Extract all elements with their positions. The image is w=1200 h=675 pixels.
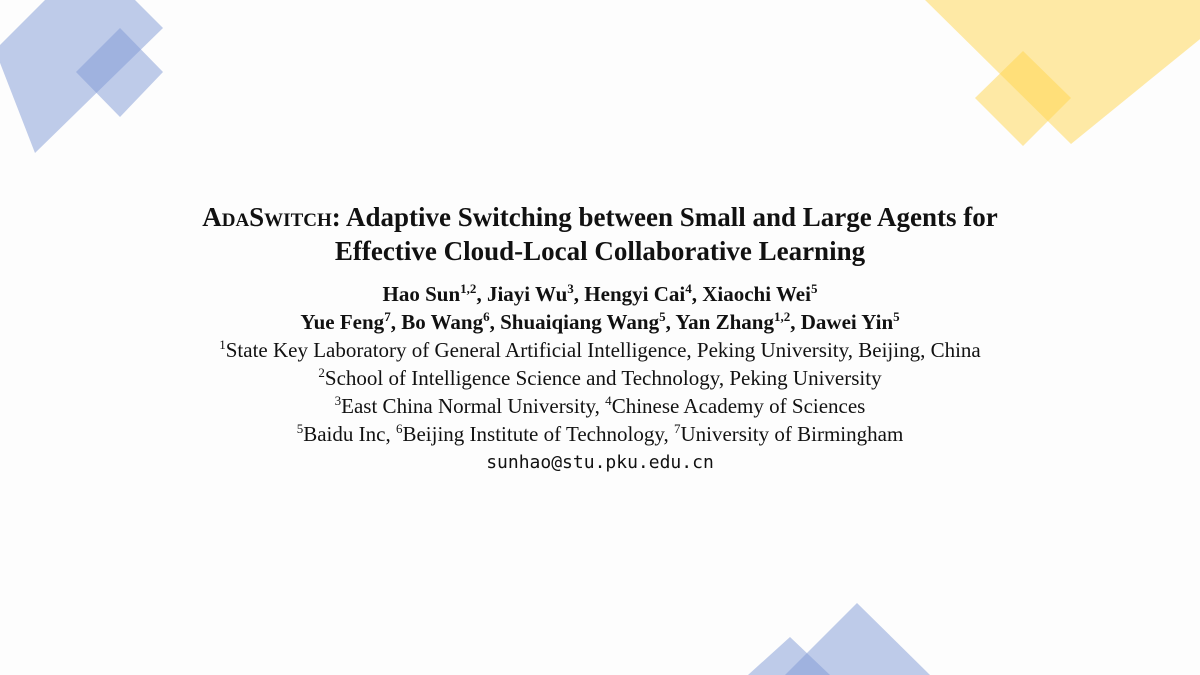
top-right-diamonds (920, 0, 1200, 146)
author-name: Bo Wang (401, 310, 484, 334)
author-affiliation-marker: 7 (384, 309, 391, 325)
title-line-1 (0, 200, 1200, 234)
author-name: Shuaiqiang Wang (500, 310, 660, 334)
affiliation-number: 1 (219, 337, 226, 353)
affiliation-text: Beijing Institute of Technology, (402, 422, 674, 446)
author-name: Dawei Yin (800, 310, 894, 334)
author-affiliation-marker: 1,2 (460, 281, 477, 297)
affiliation-number: 6 (395, 421, 403, 437)
author-affiliation-marker: 3 (567, 281, 574, 297)
yellow-diamond-small (975, 51, 1071, 146)
author-row (0, 280, 1200, 308)
affiliation-row (0, 392, 1200, 420)
title-line-2: Effective Cloud-Local Collaborative Learning (334, 236, 866, 266)
top-left-diamonds (0, 0, 163, 153)
affiliation-text: Chinese Academy of Sciences (611, 394, 866, 418)
contact-email: sunhao@stu.pku.edu.cn (486, 452, 714, 473)
affiliation-text: University of Birmingham (680, 422, 904, 446)
affiliation-number: 3 (334, 393, 342, 409)
affiliation-row (0, 420, 1200, 448)
author-separator: , (665, 310, 676, 334)
author-separator: , (489, 310, 501, 334)
affiliation-row (0, 336, 1200, 364)
author-separator: , (691, 282, 703, 306)
author-affiliation-marker: 6 (483, 309, 490, 325)
author-name: Xiaochi Wei (702, 282, 811, 306)
blue-diamond-large (0, 0, 163, 153)
author-affiliation-marker: 4 (685, 281, 692, 297)
author-row (0, 308, 1200, 336)
author-name: Jiayi Wu (486, 282, 568, 306)
affiliation-text: State Key Laboratory of General Artificial Intelligence, Peking University, Beijing, China (225, 338, 981, 362)
bottom-diamonds (748, 603, 930, 675)
author-affiliation-marker: 5 (659, 309, 666, 325)
affiliation-text: School of Intelligence Science and Technology, Peking University (324, 366, 882, 390)
author-name: Hao Sun (382, 282, 461, 306)
author-affiliation-marker: 1,2 (773, 309, 791, 325)
affiliation-text: Baidu Inc, (303, 422, 396, 446)
blue-diamond-small (76, 28, 163, 117)
affiliation-number: 7 (673, 421, 681, 437)
affiliation-list (0, 336, 1200, 448)
author-name: Hengyi Cai (584, 282, 686, 306)
yellow-diamond-large (920, 0, 1200, 144)
affiliation-number: 2 (318, 365, 325, 381)
author-name: Yan Zhang (675, 310, 774, 334)
paper-title (0, 200, 1200, 268)
author-affiliation-marker: 5 (810, 281, 818, 297)
blue-diamond-bottom-right (785, 603, 930, 675)
title-line-1-rest: : Adaptive Switching between Small and Large Agents for (331, 202, 998, 232)
author-separator: , (573, 282, 585, 306)
author-affiliation-marker: 5 (893, 309, 900, 325)
author-separator: , (390, 310, 402, 334)
affiliation-row (0, 364, 1200, 392)
author-separator: , (790, 310, 801, 334)
affiliation-number: 5 (296, 421, 304, 437)
author-list (0, 280, 1200, 336)
author-name: Yue Feng (300, 310, 385, 334)
affiliation-number: 4 (605, 393, 612, 409)
paper-header (0, 200, 1200, 478)
blue-diamond-bottom-left (748, 637, 830, 675)
affiliation-text: East China Normal University, (341, 394, 606, 418)
system-name: AdaSwitch (202, 202, 332, 232)
author-separator: , (476, 282, 487, 306)
